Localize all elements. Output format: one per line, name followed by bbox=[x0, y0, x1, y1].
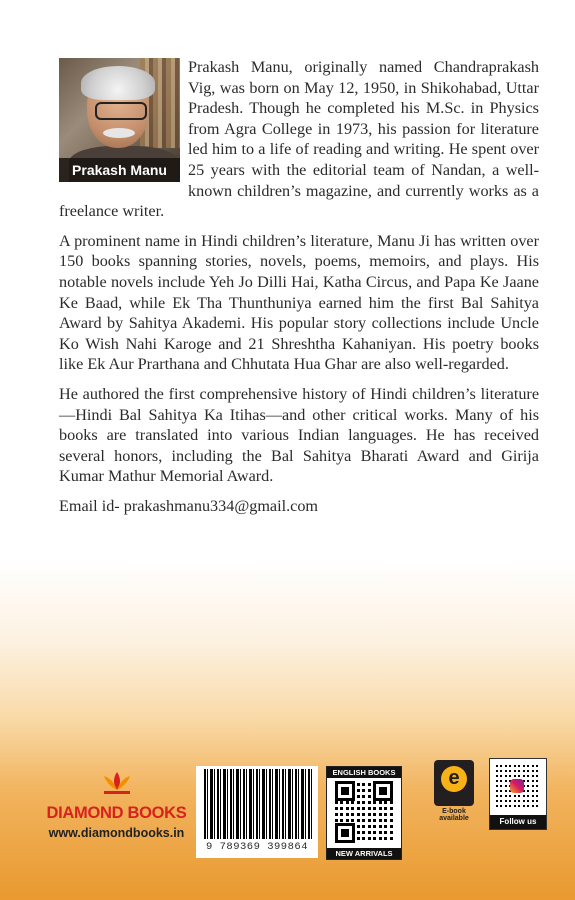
publisher-name: DIAMOND BOOKS bbox=[46, 804, 187, 822]
qr-finder-pattern bbox=[373, 781, 393, 801]
follow-us-qr[interactable] bbox=[489, 758, 547, 830]
qr-bottom-label: NEW ARRIVALS bbox=[327, 848, 401, 859]
bio-paragraph-2: A prominent name in Hindi children’s literature, Manu Ji has written over 150 books spanning stories, novels, poems, memoirs, and plays. His notable novels include Yeh Jo Dilli Hai, Katha Circus, and Papa Ke Jaane Ke Baad, while Ek Tha Thunthuniya earned him the first Bal Sahitya Award by Sahitya Akademi. His popular story collections include Uncle Ko Wish Nahi Karoge and 21 Shreshtha Kahaniyan. His poetry books like Ek Aur Prarthana and Chhutata Hua Ghar are also well-regarded. bbox=[59, 231, 539, 374]
barcode-bars bbox=[204, 769, 312, 839]
photo-hair bbox=[81, 66, 155, 100]
bio-paragraph-3: He authored the first comprehensive history of Hindi children’s literature—Hindi Bal Sahitya Ka Itihas—and other critical works. Many of his books are translated into various Indian languages. He has received several honors, including the Bal Sahitya Bharati Award and Girija Kumar Mathur Memorial Award. bbox=[59, 384, 539, 486]
isbn-number: 9 789369 399864 bbox=[205, 841, 308, 853]
bio-paragraph-1: Prakash Manu, originally named Chandraprakash Vig, was born on May 12, 1950, in Shikohabad, Uttar Pradesh. Though he completed his M.Sc. in Physics from Agra College in 1973, his passion for literature led him to a life of reading and writing. He spent over 25 years with the editorial team of Nandan, a well-known children’s magazine, and currently works as a freelance writer. bbox=[59, 58, 539, 221]
english-books-qr[interactable] bbox=[326, 766, 402, 860]
publisher-url[interactable]: www.diamondbooks.in bbox=[48, 826, 185, 840]
lotus-logo-icon bbox=[100, 770, 134, 796]
qr-top-label: ENGLISH BOOKS bbox=[327, 767, 401, 778]
ebook-icon: e bbox=[434, 760, 474, 806]
follow-label: Follow us bbox=[490, 815, 546, 829]
photo-glasses bbox=[95, 102, 147, 120]
qr-finder-pattern bbox=[335, 781, 355, 801]
author-photo bbox=[59, 58, 180, 182]
instagram-icon bbox=[510, 779, 524, 793]
isbn-barcode bbox=[196, 766, 318, 858]
ebook-label: E-book available bbox=[439, 808, 469, 822]
ebook-badge[interactable] bbox=[432, 760, 476, 830]
publisher-logo bbox=[44, 766, 189, 858]
qr-code-icon bbox=[335, 781, 393, 843]
author-email: Email id- prakashmanu334@gmail.com bbox=[59, 496, 319, 515]
author-photo-caption: Prakash Manu bbox=[59, 158, 180, 182]
qr-finder-pattern bbox=[335, 823, 355, 843]
photo-mustache bbox=[103, 128, 135, 138]
